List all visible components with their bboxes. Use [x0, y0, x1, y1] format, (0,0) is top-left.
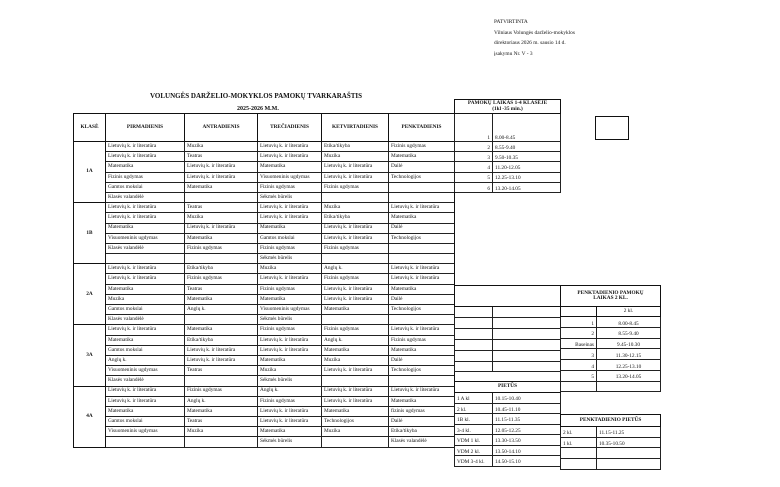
- lesson-cell: Matematika: [106, 406, 185, 416]
- lesson-cell: Matematika: [258, 427, 322, 437]
- class-label: 1A: [74, 142, 106, 203]
- lesson-cell: Lietuvių k. ir literatūra: [322, 223, 389, 233]
- row-label: 5: [561, 370, 597, 381]
- lesson-cell: Etika/tikyba: [185, 335, 258, 345]
- lesson-cell: [322, 315, 389, 325]
- class-label: 2A: [74, 264, 106, 325]
- lesson-cell: Sėkmės būrelis: [258, 192, 322, 202]
- lesson-cell: Muzika: [106, 294, 185, 304]
- row-label: 3: [455, 152, 493, 162]
- lesson-cell: Muzika: [322, 152, 389, 162]
- lesson-cell: Matematika: [258, 162, 322, 172]
- table-row: [74, 315, 455, 325]
- empty-box: [595, 116, 629, 140]
- lesson-cell: Fizinis ugdymas: [258, 325, 322, 335]
- lesson-cell: Lietuvių k. ir literatūra: [322, 294, 389, 304]
- row-label: 2 kl.: [561, 427, 597, 438]
- lesson-cell: [185, 437, 258, 447]
- lesson-cell: Lietuvių k. ir literatūra: [258, 345, 322, 355]
- lesson-cell: Lietuvių k. ir literatūra: [106, 386, 185, 396]
- lesson-cell: Matematika: [185, 325, 258, 335]
- lesson-cell: Matematika: [106, 223, 185, 233]
- lesson-cell: Fizinis ugdymas: [258, 182, 322, 192]
- lesson-times-title: PAMOKŲ LAIKAS 1-4 KLASĖJE (1kl -35 min.): [455, 100, 561, 114]
- lesson-cell: Lietuvių k. ir literatūra: [322, 172, 389, 182]
- schedule-table: [73, 113, 455, 448]
- lesson-cell: Anglų k.: [258, 386, 322, 396]
- lesson-cell: [389, 182, 455, 192]
- lesson-cell: Lietuvių k. ir literatūra: [389, 386, 455, 396]
- column-header: KLASĖ: [74, 114, 106, 142]
- time-value: 10.45-11.10: [493, 403, 561, 414]
- row-label: 1 kl.: [561, 437, 597, 448]
- row-label: 4: [455, 162, 493, 172]
- time-value: 13.20-14.05: [493, 182, 561, 192]
- lesson-cell: Lietuvių k. ir literatūra: [185, 223, 258, 233]
- table-row: [74, 345, 455, 355]
- row-label: 1: [561, 317, 597, 328]
- lesson-cell: Lietuvių k. ir literatūra: [322, 233, 389, 243]
- lesson-cell: Lietuvių k. ir literatūra: [106, 396, 185, 406]
- lesson-cell: Technologijos: [322, 417, 389, 427]
- lesson-cell: Matematika: [389, 396, 455, 406]
- lesson-cell: [185, 254, 258, 264]
- table-row: [74, 386, 455, 396]
- lesson-cell: Lietuvių k. ir literatūra: [389, 264, 455, 274]
- time-value: 12.05-12.25: [493, 424, 561, 435]
- lesson-cell: Visuomeninis ugdymas: [106, 366, 185, 376]
- lesson-cell: Muzika: [322, 355, 389, 365]
- table-row: [74, 152, 455, 162]
- lesson-cell: Visuomeninis ugdymas: [258, 305, 322, 315]
- lesson-cell: Muzika: [185, 142, 258, 152]
- school-year: 2025-2026 M.M.: [237, 106, 279, 112]
- lesson-cell: Anglų k.: [106, 355, 185, 365]
- class-label: 1B: [74, 203, 106, 264]
- lesson-cell: Sėkmės būrelis: [258, 437, 322, 447]
- lesson-cell: Matematika: [258, 223, 322, 233]
- row-label: Baseinas: [561, 338, 597, 349]
- lesson-cell: Teatras: [185, 417, 258, 427]
- lesson-cell: Matematika: [185, 182, 258, 192]
- lesson-cell: Klasės valandėlė: [106, 243, 185, 253]
- time-value: 13.20-14.05: [597, 370, 661, 381]
- column-header: PENKTADIENIS: [389, 114, 455, 142]
- lesson-cell: Muzika: [185, 213, 258, 223]
- lesson-cell: Lietuvių k. ir literatūra: [106, 325, 185, 335]
- time-value: 9.45-10.30: [597, 338, 661, 349]
- time-value: 11.20-12.05: [493, 162, 561, 172]
- lesson-cell: Gamtos mokslai: [106, 345, 185, 355]
- lesson-cell: fizinis ugdymas: [389, 406, 455, 416]
- lesson-cell: Matematika: [322, 406, 389, 416]
- lesson-cell: Gamtos mokslai: [106, 417, 185, 427]
- table-row: [74, 162, 455, 172]
- row-label: 6: [455, 182, 493, 192]
- lesson-cell: Lietuvių k. ir literatūra: [106, 142, 185, 152]
- lesson-cell: [322, 376, 389, 386]
- lesson-cell: [389, 192, 455, 202]
- approval-line: direktoriaus 2026 m. sausio 14 d.: [494, 40, 566, 46]
- row-label: 3-4 kl.: [455, 424, 493, 435]
- class-label: 3A: [74, 325, 106, 386]
- row-label: 4: [561, 360, 597, 371]
- time-value: 10.35-10.50: [597, 437, 661, 448]
- lesson-cell: Muzika: [322, 203, 389, 213]
- table-row: [74, 172, 455, 182]
- lesson-cell: Dailė: [389, 417, 455, 427]
- lesson-cell: Lietuvių k. ir literatūra: [106, 213, 185, 223]
- lesson-cell: Lietuvių k. ir literatūra: [258, 152, 322, 162]
- time-value: 8.55-9.40: [597, 327, 661, 338]
- lesson-cell: Etika/tikyba: [389, 427, 455, 437]
- lesson-cell: Lietuvių k. ir literatūra: [322, 162, 389, 172]
- lesson-cell: Lietuvių k. ir literatūra: [322, 386, 389, 396]
- time-value: 8.00-8.45: [493, 114, 561, 142]
- lesson-cell: Lietuvių k. ir literatūra: [258, 406, 322, 416]
- lesson-cell: [389, 254, 455, 264]
- friday-times-table: PENKTADIENIO PAMOKŲ LAIKAS 2 KL. 2 kl. 1 8.00-8.45 2 8.55-9.40 Baseinas 9.45-10.30 3 11.30-12.15 4 12.25-13.10 5 13.20-14.05: [560, 285, 661, 392]
- lesson-cell: Fizinis ugdymas: [389, 142, 455, 152]
- table-row: [74, 406, 455, 416]
- lesson-cell: Technologijos: [389, 366, 455, 376]
- page-title: VOLUNGĖS DARŽELIO-MOKYKLOS PAMOKŲ TVARKARAŠTIS: [150, 92, 363, 100]
- lesson-cell: Fizinis ugdymas: [322, 325, 389, 335]
- lesson-cell: Fizinis ugdymas: [389, 335, 455, 345]
- lesson-cell: Matematika: [258, 355, 322, 365]
- lesson-cell: Klasės valandėlė: [389, 437, 455, 447]
- table-row: [74, 213, 455, 223]
- column-header: ANTRADIENIS: [185, 114, 258, 142]
- lesson-cell: Matematika: [389, 152, 455, 162]
- lesson-cell: Sėkmės būrelis: [258, 376, 322, 386]
- lesson-cell: Dailė: [389, 294, 455, 304]
- lesson-cell: Lietuvių k. ir literatūra: [258, 335, 322, 345]
- row-label: 5: [455, 172, 493, 182]
- table-row: [74, 254, 455, 264]
- lesson-cell: Anglų k.: [322, 264, 389, 274]
- lesson-cell: Lietuvių k. ir literatūra: [185, 162, 258, 172]
- lesson-cell: Matematika: [322, 345, 389, 355]
- lesson-cell: Lietuvių k. ir literatūra: [185, 355, 258, 365]
- lesson-times-table: [454, 99, 561, 193]
- table-row: [74, 417, 455, 427]
- lesson-cell: Matematika: [106, 284, 185, 294]
- time-value: 13.50-14.10: [493, 445, 561, 456]
- table-row: [74, 142, 455, 152]
- lesson-cell: Lietuvių k. ir literatūra: [322, 366, 389, 376]
- table-row: [74, 264, 455, 274]
- lesson-cell: Lietuvių k. ir literatūra: [258, 417, 322, 427]
- lesson-cell: [185, 376, 258, 386]
- row-label: 2: [561, 327, 597, 338]
- lesson-cell: Klasės valandėlė: [106, 192, 185, 202]
- row-label: VDM 1 kl.: [455, 435, 493, 446]
- table-row: [74, 325, 455, 335]
- lesson-cell: Matematika: [389, 345, 455, 355]
- lesson-cell: Matematika: [258, 294, 322, 304]
- lesson-cell: Teatras: [185, 152, 258, 162]
- lesson-cell: Fizinis ugdymas: [322, 274, 389, 284]
- time-value: 11.15-11.35: [493, 414, 561, 425]
- lesson-cell: [185, 315, 258, 325]
- lesson-cell: Sėkmės būrelis: [258, 315, 322, 325]
- lesson-cell: Fizinis ugdymas: [185, 243, 258, 253]
- lesson-cell: Technologijos: [389, 233, 455, 243]
- lesson-cell: [185, 192, 258, 202]
- lesson-cell: Technologijos: [389, 305, 455, 315]
- lesson-cell: Lietuvių k. ir literatūra: [322, 284, 389, 294]
- lesson-cell: Muzika: [185, 427, 258, 437]
- lesson-cell: Etika/tikyba: [322, 142, 389, 152]
- lesson-cell: Lietuvių k. ir literatūra: [106, 203, 185, 213]
- table-row: [74, 182, 455, 192]
- lesson-cell: [322, 254, 389, 264]
- lesson-cell: Matematika: [389, 213, 455, 223]
- column-header: PIRMADIENIS: [106, 114, 185, 142]
- lesson-cell: [322, 437, 389, 447]
- lesson-cell: Anglų k.: [185, 305, 258, 315]
- lesson-cell: Matematika: [185, 406, 258, 416]
- approval-line: Vilniaus Volungės darželio-mokyklos: [494, 30, 575, 36]
- lesson-cell: Lietuvių k. ir literatūra: [389, 274, 455, 284]
- lesson-cell: Fizinis ugdymas: [258, 396, 322, 406]
- lesson-cell: [389, 243, 455, 253]
- lesson-cell: [389, 376, 455, 386]
- lesson-cell: Fizinis ugdymas: [258, 284, 322, 294]
- class-label: 4A: [74, 386, 106, 447]
- lesson-cell: Lietuvių k. ir literatūra: [106, 274, 185, 284]
- lesson-cell: Lietuvių k. ir literatūra: [389, 325, 455, 335]
- table-row: [74, 223, 455, 233]
- lesson-cell: Teatras: [185, 203, 258, 213]
- table-row: [74, 366, 455, 376]
- lesson-cell: [106, 254, 185, 264]
- lesson-cell: Matematika: [185, 294, 258, 304]
- table-row: [74, 243, 455, 253]
- table-row: [74, 437, 455, 447]
- table-row: [74, 335, 455, 345]
- lunch-title: PIETŪS: [455, 382, 561, 393]
- row-label: 2 kl.: [455, 403, 493, 414]
- lesson-cell: Muzika: [258, 366, 322, 376]
- time-value: 12.25-13.10: [493, 172, 561, 182]
- table-row: [74, 376, 455, 386]
- lesson-cell: Lietuvių k. ir literatūra: [258, 274, 322, 284]
- table-row: [74, 233, 455, 243]
- lesson-cell: Lietuvių k. ir literatūra: [106, 152, 185, 162]
- table-row: [74, 274, 455, 284]
- lunch-table: [454, 381, 561, 467]
- row-label: VDM 2 kl.: [455, 445, 493, 456]
- lesson-cell: Matematika: [389, 284, 455, 294]
- approval-line: įsakymu Nr. V - 3: [494, 51, 533, 57]
- lesson-cell: Muzika: [322, 427, 389, 437]
- table-row: [74, 427, 455, 437]
- lesson-cell: Lietuvių k. ir literatūra: [106, 264, 185, 274]
- time-value: 11.30-12.15: [597, 349, 661, 360]
- table-row: [74, 396, 455, 406]
- lesson-cell: Klasės valandėlė: [106, 376, 185, 386]
- column-header: KETVIRTADIENIS: [322, 114, 389, 142]
- lesson-cell: Fizinis ugdymas: [322, 182, 389, 192]
- table-row: [74, 294, 455, 304]
- time-value: 13.30-13.50: [493, 435, 561, 446]
- lesson-cell: Matematika: [106, 335, 185, 345]
- blank-grid: [454, 285, 561, 382]
- row-label: VDM 3-4 kl.: [455, 456, 493, 467]
- lesson-cell: Fizinis ugdymas: [185, 386, 258, 396]
- lesson-cell: Etika/tikyba: [322, 213, 389, 223]
- friday-col-header: 2 kl.: [597, 307, 661, 317]
- lesson-cell: Gamtos mokslai: [106, 182, 185, 192]
- row-label: 2: [455, 142, 493, 152]
- lesson-cell: Lietuvių k. ir literatūra: [322, 396, 389, 406]
- lesson-cell: Lietuvių k. ir literatūra: [258, 213, 322, 223]
- lesson-cell: Lietuvių k. ir literatūra: [185, 345, 258, 355]
- lesson-cell: Dailė: [389, 162, 455, 172]
- table-row: [74, 305, 455, 315]
- lesson-cell: Klasės valandėlė: [106, 315, 185, 325]
- lesson-cell: Fizinis ugdymas: [258, 243, 322, 253]
- time-value: 10.15-10.40: [493, 393, 561, 404]
- row-label: 3: [561, 349, 597, 360]
- lesson-cell: Gamtos mokslai: [106, 305, 185, 315]
- lesson-cell: Sėkmės būrelis: [258, 254, 322, 264]
- lesson-cell: Dailė: [389, 223, 455, 233]
- lesson-cell: [389, 315, 455, 325]
- lesson-cell: Lietuvių k. ir literatūra: [258, 203, 322, 213]
- lesson-cell: Lietuvių k. ir literatūra: [389, 203, 455, 213]
- time-value: 8.55-9.40: [493, 142, 561, 152]
- lesson-cell: Gamtos mokslai: [258, 233, 322, 243]
- lesson-cell: Anglų k.: [185, 396, 258, 406]
- lesson-cell: Visuomeninis ugdymas: [258, 172, 322, 182]
- table-row: [74, 192, 455, 202]
- table-row: [74, 284, 455, 294]
- column-header: TREČIADIENIS: [258, 114, 322, 142]
- lesson-cell: Dailė: [389, 355, 455, 365]
- table-row: [74, 203, 455, 213]
- lesson-cell: Matematika: [185, 233, 258, 243]
- row-label: 1B kl.: [455, 414, 493, 425]
- row-label: 1: [455, 114, 493, 142]
- time-value: 9.50-10.35: [493, 152, 561, 162]
- lesson-cell: Teatras: [185, 284, 258, 294]
- time-value: 11.15-11.25: [597, 427, 661, 438]
- lesson-cell: Muzika: [258, 264, 322, 274]
- lesson-cell: Visuomeninis ugdymas: [106, 427, 185, 437]
- lesson-cell: Etika/tikyba: [185, 264, 258, 274]
- table-row: [74, 355, 455, 365]
- lesson-cell: Anglų k.: [322, 335, 389, 345]
- lesson-cell: Matematika: [322, 305, 389, 315]
- time-value: 8.00-8.45: [597, 317, 661, 328]
- row-label: 1 A kl: [455, 393, 493, 404]
- time-value: 12.25-13.10: [597, 360, 661, 371]
- lesson-cell: Fizinis ugdymas: [185, 274, 258, 284]
- lesson-cell: Technologijos: [389, 172, 455, 182]
- lesson-cell: Lietuvių k. ir literatūra: [185, 172, 258, 182]
- lesson-cell: Lietuvių k. ir literatūra: [258, 142, 322, 152]
- lesson-cell: [322, 192, 389, 202]
- lesson-cell: Visuomeninis ugdymas: [106, 233, 185, 243]
- approval-line: PATVIRTINTA: [494, 19, 528, 25]
- lesson-cell: Teatras: [185, 366, 258, 376]
- lesson-cell: [106, 437, 185, 447]
- lesson-cell: Fizinis ugdymas: [322, 243, 389, 253]
- lesson-cell: Matematika: [106, 162, 185, 172]
- lesson-cell: Fizinis ugdymas: [106, 172, 185, 182]
- friday-lunch-table: PENKTADIENIO PIETŪS 2 kl. 11.15-11.25 1 kl. 10.35-10.50: [560, 414, 661, 470]
- time-value: 14.50-15.10: [493, 456, 561, 467]
